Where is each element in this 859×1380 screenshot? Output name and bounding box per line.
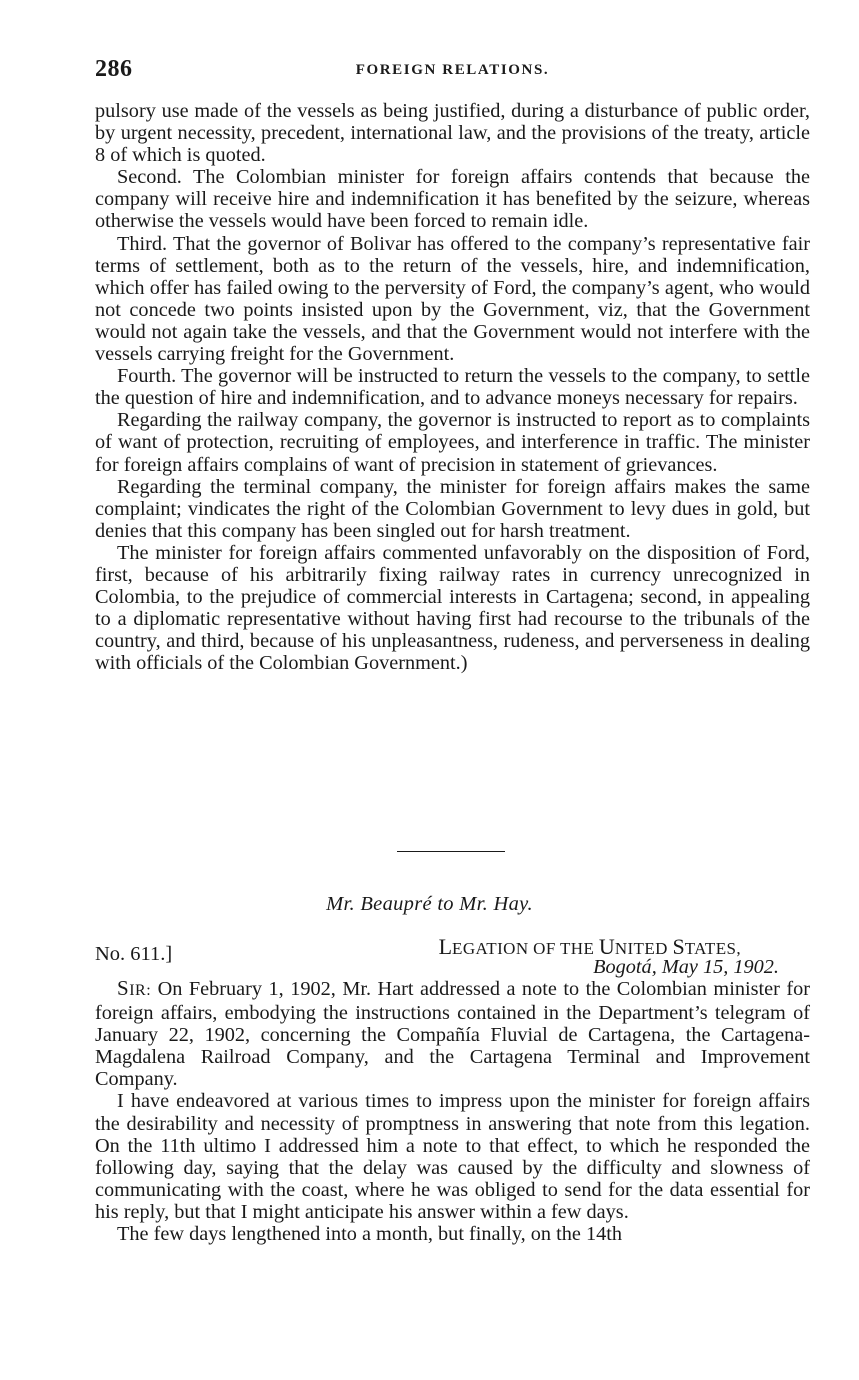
letter-number: No. 611.]: [95, 943, 173, 965]
letter-paragraph-first: [95, 977, 810, 1090]
salutation-initial: S: [117, 976, 130, 1000]
paragraph-minister-comment: The minister for foreign affairs commented unfavorably on the disposition of Ford, first, because of his arbitrarily fixing railway rates in currency unrecognized in Colombia, to the prejudice of commercial interests in Cartagena; second, in appealing to a diplomatic representative without having first had recourse to the tribunals of the country, and third, because of his unpleasantness, rudeness, and perverseness in dealing with officials of the Colombian Government.): [95, 541, 810, 675]
letter-paragraph-endeavored: I have endeavored at various times to impress upon the minister for foreign affairs the desirability and necessity of promptness in answering that note from this legation. On the 11th ultimo I addressed him a note to that effect, to which he responded the following day, saying that the delay was caused by the difficulty and slowness of communicating with the coast, where he was obliged to send for the data essential for his reply, but that I might anticipate his answer within a few days.: [95, 1090, 810, 1223]
paragraph-terminal-company: Regarding the terminal company, the minister for foreign affairs makes the same complaint; vindicates the right of the Colombian Government to levy dues in gold, but denies that this company has been singled out for harsh treatment.: [95, 475, 810, 542]
paragraph-third: Third. That the governor of Bolivar has offered to the company’s representative fair terms of settlement, both as to the return of the vessels, hire, and indemnification, which offer has failed owing to the perversity of Ford, the company’s agent, who would not concede two points insisted upon by the Government, viz, that the Government would not again take the vessels, and that the Government would not interfere with the vessels carrying freight for the Government.: [95, 232, 810, 366]
section-divider: [397, 851, 505, 852]
page-number: 286: [95, 56, 133, 82]
letter-body: [95, 977, 810, 1245]
legation-initial-u: U: [598, 934, 615, 959]
salutation-rest: IR:: [129, 982, 152, 999]
legation-initial-s: S: [672, 934, 685, 959]
paragraph-continuation: pulsory use made of the vessels as being justified, during a disturbance of public order, by urgent necessity, precedent, international law, and the provisions of the treaty, article 8 of which is quoted.: [95, 100, 810, 167]
paragraph-railway-company: Regarding the railway company, the governor is instructed to report as to complaints of want of protection, recruiting of employees, and interference in traffic. The minister for foreign affairs complains of want of precision in statement of grievances.: [95, 409, 810, 476]
previous-letter-continuation: [95, 100, 810, 674]
legation-initial-l: L: [438, 934, 453, 959]
legation-text-part-3: TATES,: [684, 939, 741, 958]
running-head: [95, 56, 810, 90]
salutation: [117, 976, 152, 1000]
paragraph-fourth: Fourth. The governor will be instructed to return the vessels to the company, to settle the question of hire and indemnification, and to advance moneys necessary for repairs.: [95, 365, 810, 410]
legation-text-part-1: EGATION OF THE: [452, 939, 599, 958]
letter-heading: Mr. Beaupré to Mr. Hay.: [326, 893, 533, 915]
place-date: Bogotá, May 15, 1902.: [593, 956, 779, 978]
running-title: FOREIGN RELATIONS.: [355, 62, 550, 78]
legation-text-part-2: NITED: [614, 939, 673, 958]
letter-paragraph-few-days: The few days lengthened into a month, but finally, on the 14th: [117, 1223, 623, 1246]
letter-paragraph-first-text: On February 1, 1902, Mr. Hart addressed a note to the Colombian minister for foreign affairs, embodying the instructions contained in the Department’s telegram of January 22, 1902, concerning the Compañía Fluvial de Cartagena, the Cartagena-Magdalena Railroad Company, and the Cartagena Terminal and Improvement Company.: [95, 978, 810, 1091]
paragraph-second: Second. The Colombian minister for foreign affairs contends that because the company will receive hire and indemnification it has benefited by the seizure, whereas otherwise the vessels would have been forced to remain idle.: [95, 166, 810, 233]
